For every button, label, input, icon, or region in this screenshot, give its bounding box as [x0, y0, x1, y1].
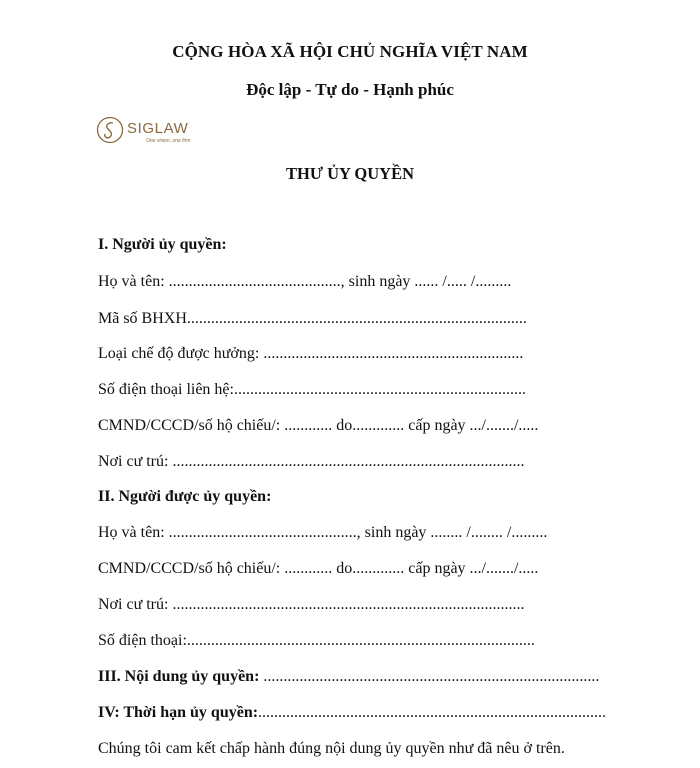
grantee-residence-line: Nơi cư trú: ........................................................................................	[98, 596, 525, 613]
section-4-heading: IV: Thời hạn ủy quyền:	[98, 704, 259, 721]
grantor-phone-line: Số điện thoại liên hệ:.........................................................................	[98, 381, 526, 398]
section-3-line	[98, 668, 599, 686]
grantor-residence-line: Nơi cư trú: ........................................................................................	[98, 453, 525, 470]
closing-statement: Chúng tôi cam kết chấp hành đúng nội dung ủy quyền như đã nêu ở trên.	[98, 740, 565, 757]
section-3-dots: ....................................................................................	[259, 668, 600, 685]
national-motto: Độc lập - Tự do - Hạnh phúc	[246, 80, 454, 99]
section-4-dots: .......................................................................................	[258, 704, 607, 721]
siglaw-logo-mark-icon	[96, 116, 124, 144]
grantor-name-line: Họ và tên: ..........................................., sinh ngày ...... /..... /.........	[98, 273, 512, 290]
grantor-bhxh-line: Mã số BHXH.....................................................................................	[98, 310, 527, 327]
section-1-heading: I. Người ủy quyền:	[98, 236, 227, 253]
siglaw-logo	[96, 116, 206, 150]
grantor-benefit-line: Loại chế độ được hưởng: .................................................................	[98, 345, 524, 362]
grantor-id-line: CMND/CCCD/số hộ chiếu/: ............ do............. cấp ngày .../......./.....	[98, 417, 539, 434]
section-3-heading: III. Nội dung ủy quyền:	[98, 668, 260, 685]
document-title: THƯ ỦY QUYỀN	[285, 164, 415, 183]
section-2-heading: II. Người được ủy quyền:	[98, 488, 272, 505]
grantee-name-line: Họ và tên: ..............................................., sinh ngày ........ /........ /.........	[98, 524, 548, 541]
grantee-phone-line: Số điện thoại:.......................................................................................	[98, 632, 535, 649]
logo-brand-name: SIGLAW	[127, 120, 189, 137]
section-4-line	[98, 704, 606, 722]
grantee-id-line: CMND/CCCD/số hộ chiếu/: ............ do............. cấp ngày .../......./.....	[98, 560, 539, 577]
logo-tagline: One vision, one firm	[146, 138, 191, 144]
national-title: CỘNG HÒA XÃ HỘI CHỦ NGHĨA VIỆT NAM	[172, 42, 528, 61]
